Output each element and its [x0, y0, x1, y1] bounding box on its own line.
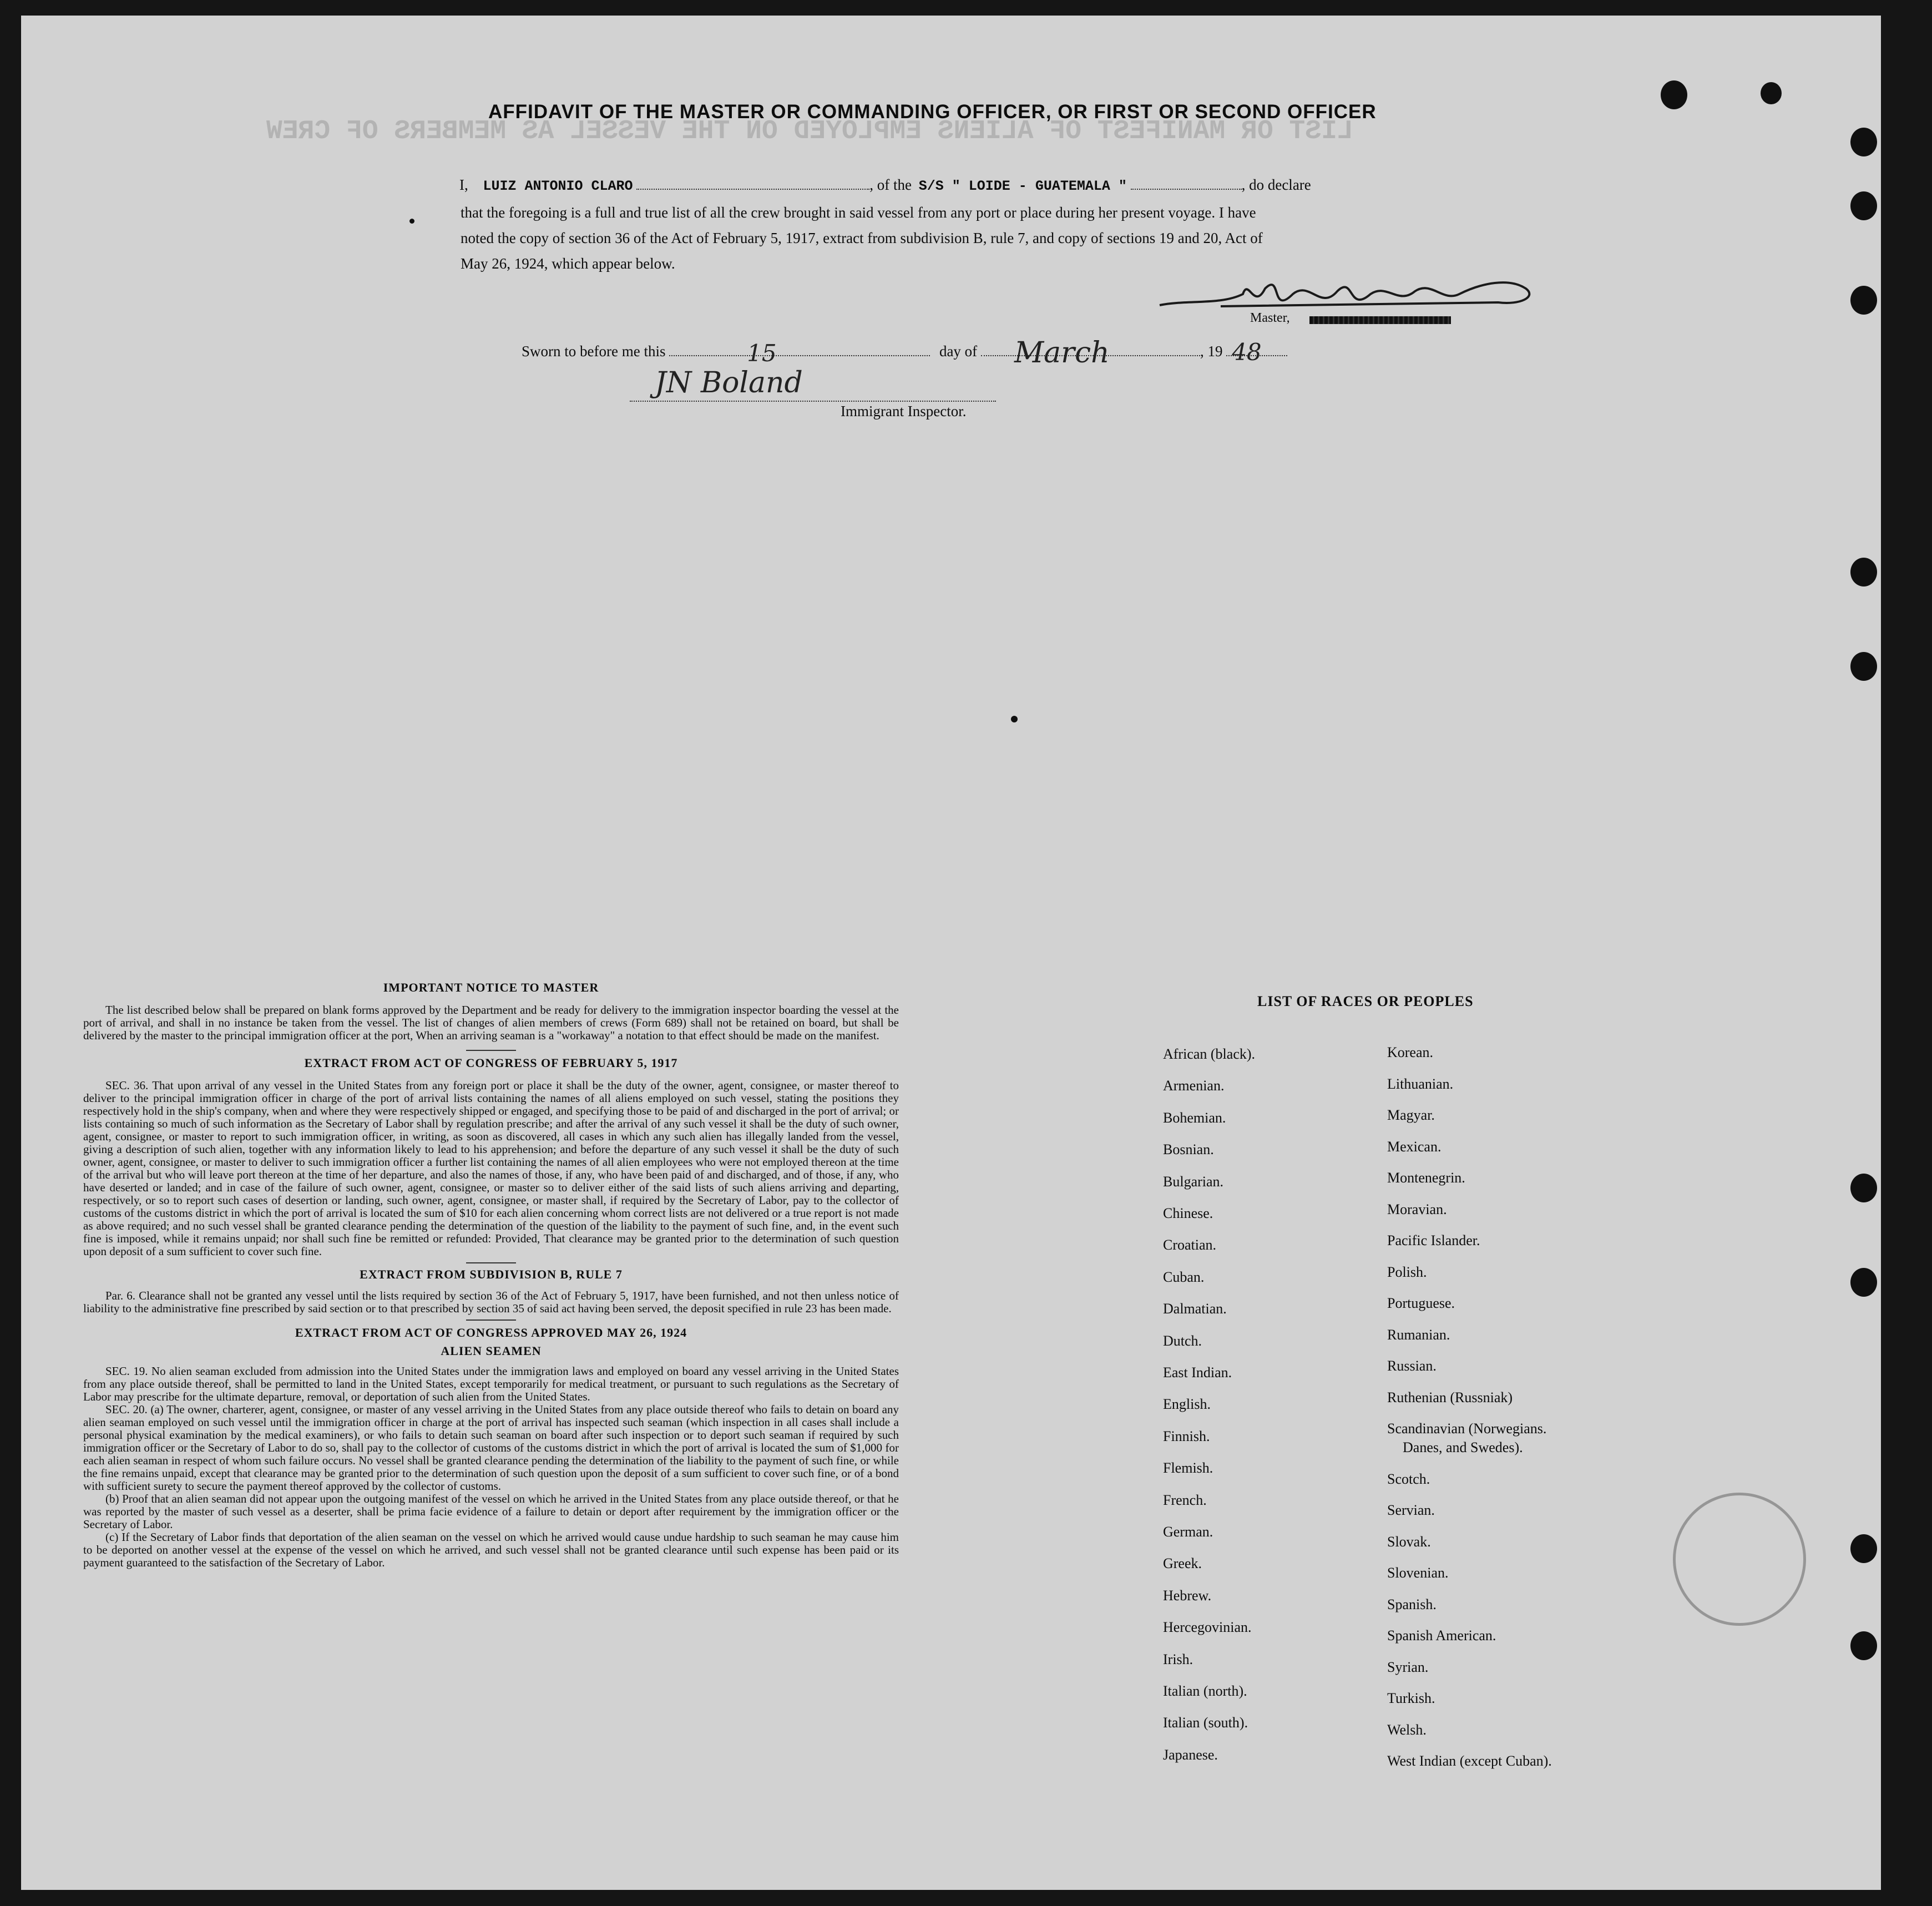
- race-item: Polish.: [1387, 1263, 1427, 1280]
- race-item: Ruthenian (Russniak): [1387, 1389, 1513, 1406]
- sworn-label: Sworn to before me this: [522, 343, 666, 360]
- race-item: Korean.: [1387, 1044, 1434, 1060]
- race-item: German.: [1163, 1524, 1213, 1540]
- race-item: East Indian.: [1163, 1364, 1232, 1381]
- of-the-label: , of the: [869, 176, 912, 193]
- struck-title: [1309, 316, 1451, 324]
- punch-hole: [1850, 128, 1877, 156]
- punch-hole: [1850, 286, 1877, 315]
- affidavit-body-line: noted the copy of section 36 of the Act of February 5, 1917, extract from subdivision B, rule 7, and copy of sections 19 and 20, Act of: [461, 230, 1263, 246]
- extract1-heading: EXTRACT FROM ACT OF CONGRESS OF FEBRUARY 5, 1917: [304, 1056, 678, 1070]
- inspector-signature-line: [630, 401, 996, 402]
- race-item: Portuguese.: [1387, 1295, 1455, 1311]
- affidavit-title: AFFIDAVIT OF THE MASTER OR COMMANDING OFFICER, OR FIRST OR SECOND OFFICER: [488, 101, 1377, 123]
- sworn-month: March: [1014, 336, 1110, 370]
- race-item: Irish.: [1163, 1651, 1193, 1667]
- race-item: Bulgarian.: [1163, 1173, 1224, 1190]
- extract1-text: SEC. 36. That upon arrival of any vessel in the United States from any foreign port or place it shall be the duty of the owner, agent, consignee, or master thereof to deliver to the principal immigration officer in charge of the port of arrival lists containing the names of all aliens employed on such vessel, stating the positions they respectively hold in the ship's company, when and where they were respectively shipped or engaged, and specifying those to be paid of and discharged in the port of arrival; or lists containing so much of such information as the Secretary of Labor shall by regulation prescribe; and after the arrival of any such vessel it shall be the duty of such owner, agent, consignee, or master to report to such immigration officer, in writing, as soon as discovered, all cases in which any such alien has illegally landed from the vessel, giving a description of such alien, together with any information likely to lead to his apprehension; and before the departure of any such vessel it shall be the duty of such owner, agent, consignee, or master to deliver to such immigration officer a further list containing the names of all alien employees who were not employed thereon at the time of the arrival but who will leave port thereon at the time of her departure, and also the names of those, if any, who have been paid of and discharged, and of those, if any, who have deserted or landed; and in case of the failure of such owner, agent, consignee, or master so to deliver either of the said lists of such aliens arriving and departing, respectively, or so to report such cases of desertion or landing, such owner, agent, consignee, or master shall, if required by the Secretary of Labor, pay to the collector of customs of the customs district in which the port of arrival is located the sum of $10 for each alien concerning whom correct lists are not delivered or a true report is not made as above required; and no such vessel shall be granted clearance pending the determination of the question of the liability to the payment of such fine, and, in the event such fine is imposed, while it remains unpaid; nor shall such fine be remitted or refunded: Provided, That clearance may be granted prior to the determination of such question upon deposit of a sum sufficient to cover such fine.: [83, 1079, 899, 1258]
- race-item: Scandinavian (Norwegians.: [1387, 1420, 1547, 1437]
- race-item: Italian (south).: [1163, 1715, 1248, 1731]
- race-item: Slovenian.: [1387, 1565, 1449, 1581]
- race-item: Flemish.: [1163, 1460, 1213, 1477]
- dot-leader: [669, 340, 930, 367]
- race-item: Danes, and Swedes).: [1403, 1439, 1523, 1455]
- do-declare-label: , do declare: [1241, 176, 1311, 193]
- vessel-name: S/S " LOIDE - GUATEMALA ": [918, 178, 1127, 194]
- sec20a-text: SEC. 20. (a) The owner, charterer, agent, consignee, or master of any vessel arriving in the United States from any place outside thereof who fails to detain on board any alien seaman employed on such vessel until the immigration officer in charge at the port of arrival has inspected such seaman (which inspection in all cases shall include a personal physical examination by the medical examiners), or who fails to detain such seaman on board after such inspection or to deport such seaman if required by such immigration officer or the Secretary of Labor to do so, shall pay to the collector of customs of the customs district in which the port of arrival is located the sum of $1,000 for each alien seaman in respect of whom such failure occurs. No vessel shall be granted clearance pending the determination of the liability to the payment of such fine, or while the fine remains unpaid, except that clearance may be granted prior to the determination of such question upon the deposit of a sum sufficient to cover such fine, or of a bond with sufficient surety to secure the payment thereof approved by the collector of customs.: [83, 1403, 899, 1493]
- punch-hole: [1850, 1174, 1877, 1202]
- race-item: Welsh.: [1387, 1721, 1427, 1738]
- race-item: Japanese.: [1163, 1746, 1218, 1763]
- punch-hole: [1850, 1534, 1877, 1563]
- inspector-signature: JN Boland: [655, 366, 803, 400]
- affiant-line: [459, 176, 1311, 194]
- extract3-heading: EXTRACT FROM ACT OF CONGRESS APPROVED MAY 26, 1924: [295, 1326, 687, 1339]
- sec19-text: SEC. 19. No alien seaman excluded from admission into the United States under the immigration laws and employed on board any vessel arriving in the United States from any place outside thereof, shall be permitted to land in the United States, except temporarily for medical treatment, or pursuant to such regulations as the Secretary of Labor may prescribe for the ultimate departure, removal, or deportation of such alien from the United States.: [83, 1364, 899, 1403]
- race-item: Bosnian.: [1163, 1141, 1214, 1158]
- race-item: Dalmatian.: [1163, 1301, 1227, 1317]
- race-item: Spanish.: [1387, 1596, 1437, 1612]
- race-item: Magyar.: [1387, 1107, 1435, 1123]
- customs-stamp: [1673, 1493, 1806, 1626]
- race-item: English.: [1163, 1396, 1211, 1413]
- race-item: Turkish.: [1387, 1690, 1435, 1706]
- year-prefix: , 19: [1200, 343, 1223, 360]
- race-item: Syrian.: [1387, 1659, 1429, 1675]
- race-item: French.: [1163, 1492, 1207, 1508]
- sworn-day: 15: [747, 340, 777, 367]
- race-item: Rumanian.: [1387, 1326, 1450, 1343]
- extract2-text: Par. 6. Clearance shall not be granted any vessel until the lists required by section 36 of the Act of February 5, 1917, have been furnished, and not then unless notice of liability to the administrative fine prescribed by said section or to that prescribed by section 35 of said act having been served, the deposit specified in rule 23 has been made.: [83, 1289, 899, 1315]
- race-item: Moravian.: [1387, 1201, 1447, 1217]
- race-item: Pacific Islander.: [1387, 1232, 1480, 1248]
- race-item: Italian (north).: [1163, 1683, 1247, 1699]
- punch-hole: [1850, 1631, 1877, 1660]
- affidavit-body-line: May 26, 1924, which appear below.: [461, 255, 675, 272]
- divider: [466, 1262, 516, 1263]
- punch-hole: [409, 219, 414, 224]
- race-item: Mexican.: [1387, 1138, 1442, 1155]
- document-sheet: [21, 16, 1881, 1890]
- inspector-label: Immigrant Inspector.: [841, 403, 967, 419]
- race-item: Servian.: [1387, 1502, 1435, 1518]
- divider: [466, 1319, 516, 1321]
- punch-hole: [1850, 558, 1877, 587]
- sec20b-text: (b) Proof that an alien seaman did not appear upon the outgoing manifest of the vessel on which he arrived in the United States from any place outside thereof, or that he was reported by the master of such vessel as a deserter, shall be prima facie evidence of a failure to detain or deport after requirement by the immigration officer or the Secretary of Labor.: [83, 1492, 899, 1531]
- race-item: Russian.: [1387, 1358, 1437, 1374]
- master-label: Master,: [1250, 311, 1290, 325]
- race-item: Hercegovinian.: [1163, 1619, 1252, 1636]
- race-item: Spanish American.: [1387, 1627, 1496, 1644]
- punch-hole: [1661, 80, 1687, 109]
- race-item: Scotch.: [1387, 1470, 1430, 1487]
- races-title: LIST OF RACES OR PEOPLES: [1257, 993, 1474, 1009]
- divider: [466, 1050, 516, 1051]
- extract3-subheading: ALIEN SEAMEN: [441, 1344, 542, 1358]
- day-of-label: day of: [939, 343, 978, 360]
- punch-hole: [1850, 652, 1877, 681]
- race-item: Finnish.: [1163, 1428, 1210, 1444]
- affiant-name: LUIZ ANTONIO CLARO: [483, 178, 633, 194]
- race-item: Chinese.: [1163, 1205, 1213, 1221]
- race-item: Montenegrin.: [1387, 1170, 1465, 1186]
- notice-block: [83, 981, 899, 1569]
- race-item: Croatian.: [1163, 1237, 1217, 1253]
- punch-hole: [1761, 82, 1782, 104]
- master-signature: [1154, 272, 1542, 322]
- race-item: West Indian (except Cuban).: [1387, 1753, 1552, 1769]
- affidavit-body-line: that the foregoing is a full and true list of all the crew brought in said vessel from any port or place during her present voyage. I have: [461, 204, 1256, 221]
- punch-hole: [1850, 1268, 1877, 1297]
- punch-hole: [1850, 191, 1877, 220]
- dot-leader: [981, 336, 1200, 370]
- race-item: Greek.: [1163, 1555, 1202, 1572]
- race-item: Bohemian.: [1163, 1109, 1226, 1126]
- affiant-prefix: I,: [459, 176, 468, 193]
- notice-heading: IMPORTANT NOTICE TO MASTER: [383, 980, 599, 994]
- dot-leader: [1226, 338, 1287, 366]
- race-item: Dutch.: [1163, 1332, 1202, 1349]
- notice-text: The list described below shall be prepared on blank forms approved by the Department and be ready for delivery to the immigration inspector boarding the vessel at the port of arrival, and shall in no instance be taken from the vessel. The list of changes of alien members of crews (Form 689) shall not be retained on board, but shall be delivered by the master to the principal immigration officer at the port, When an arriving seaman is a "workaway" a notation to that effect should be made on the manifest.: [83, 1003, 899, 1042]
- race-item: Slovak.: [1387, 1533, 1431, 1550]
- punch-hole: [1011, 716, 1018, 722]
- sworn-line: [522, 336, 1287, 370]
- dot-leader: [1131, 189, 1242, 190]
- race-item: Hebrew.: [1163, 1587, 1212, 1604]
- race-item: African (black).: [1163, 1046, 1256, 1062]
- dot-leader: [636, 189, 869, 190]
- race-item: Armenian.: [1163, 1078, 1225, 1094]
- race-item: Lithuanian.: [1387, 1075, 1454, 1092]
- sec20c-text: (c) If the Secretary of Labor finds that deportation of the alien seaman on the vessel on which he arrived would cause undue hardship to such seaman he may cause him to be deported on another vessel at the expense of the vessel on which he arrived, and such vessel shall not be granted clearance until such expense has been paid or its payment guaranteed to the satisfaction of the Secretary of Labor.: [83, 1530, 899, 1569]
- bleed-through-heading: LIST OR MANIFEST OF ALIENS EMPLOYED ON THE VESSEL AS MEMBERS OF CREW: [266, 117, 1353, 146]
- race-item: Cuban.: [1163, 1268, 1205, 1285]
- sworn-year: 48: [1232, 338, 1262, 366]
- extract2-heading: EXTRACT FROM SUBDIVISION B, RULE 7: [360, 1267, 623, 1281]
